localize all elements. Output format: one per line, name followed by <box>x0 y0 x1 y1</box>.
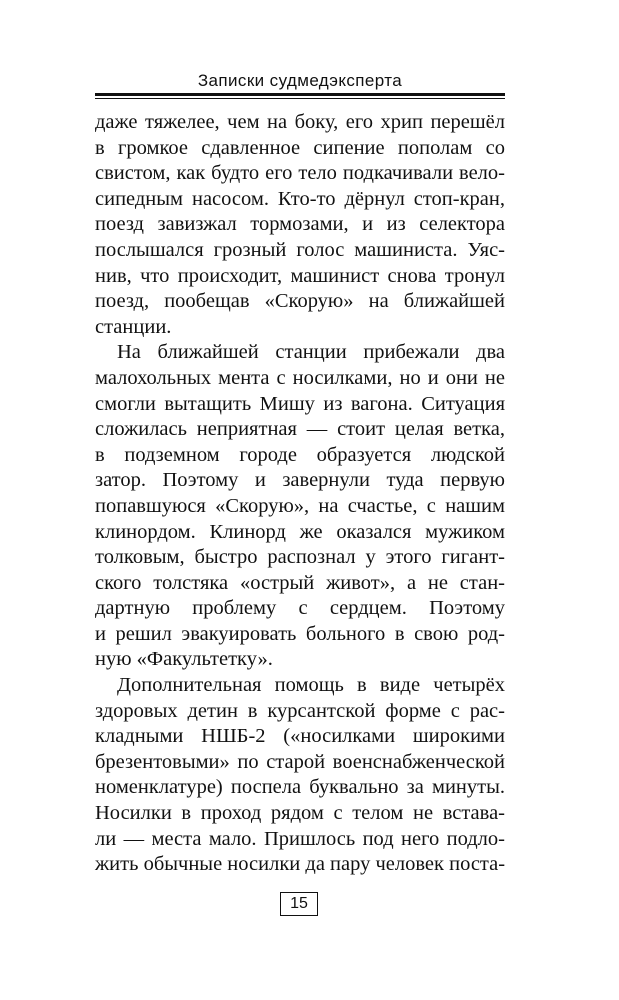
text-line: ли — места мало. Пришлось под него подло- <box>95 827 505 850</box>
text-line: даже тяжелее, чем на боку, его хрип перешёл <box>95 111 505 133</box>
text-line: послышался грозный голос машиниста. Уяс- <box>95 238 505 261</box>
text-line: клинордом. Клинорд же оказался мужиком <box>95 520 505 543</box>
text-line: и решил эвакуировать больного в свою род- <box>95 622 505 645</box>
text-line: брезентовыми» по старой военснабженческой <box>95 750 505 773</box>
text-line: свистом, как будто его тело подкачивали вело- <box>95 162 505 185</box>
text-line: смогли вытащить Мишу из вагона. Ситуация <box>95 392 505 415</box>
text-line: поезд, пообещав «Скорую» на ближайшей <box>95 290 505 313</box>
text-line: ную «Факультетку». <box>95 648 273 671</box>
text-line: затор. Поэтому и завернули туда первую <box>95 469 505 492</box>
body-text <box>95 110 505 878</box>
paragraph <box>95 673 505 878</box>
paragraph <box>95 110 505 340</box>
header-rule-thick <box>95 93 505 96</box>
text-line: ского толстяка «острый живот», а не стан- <box>95 571 505 594</box>
text-line: в подземном городе образуется людской <box>95 443 505 466</box>
text-line: сложилась неприятная — стоит целая ветка, <box>95 418 505 441</box>
text-line: номенклатуре) поспела буквально за минуты. <box>95 776 505 799</box>
text-line: попавшуюся «Скорую», на счастье, с нашим <box>95 494 505 517</box>
text-line: сипедным насосом. Кто-то дёрнул стоп-кран, <box>95 187 505 210</box>
text-line: здоровых детин в курсантской форме с рас- <box>95 699 505 722</box>
text-line: Носилки в проход рядом с телом не встава- <box>95 802 505 825</box>
text-line: дартную проблему с сердцем. Поэтому <box>95 597 505 620</box>
text-line: жить обычные носилки да пару человек поста- <box>95 853 506 876</box>
text-line: станции. <box>95 315 172 338</box>
running-head-title: Записки судмедэксперта <box>197 71 403 90</box>
text-line: в громкое сдавленное сипение пополам со <box>95 136 505 159</box>
text-line: толковым, быстро распознал у этого гигант- <box>95 546 505 569</box>
text-line: поезд завизжал тормозами, и из селектора <box>95 213 505 236</box>
text-line: На ближайшей станции прибежали два <box>117 341 505 364</box>
page-number: 15 <box>280 892 318 916</box>
text-line: нив, что происходит, машинист снова тронул <box>95 264 505 287</box>
text-line: малохольных мента с носилками, но и они не <box>95 366 505 389</box>
text-line: Дополнительная помощь в виде четырёх <box>117 674 505 697</box>
text-line: кладными НШБ-2 («носилками широкими <box>95 725 505 748</box>
paragraph <box>95 340 505 673</box>
header-rule-thin <box>95 98 505 99</box>
